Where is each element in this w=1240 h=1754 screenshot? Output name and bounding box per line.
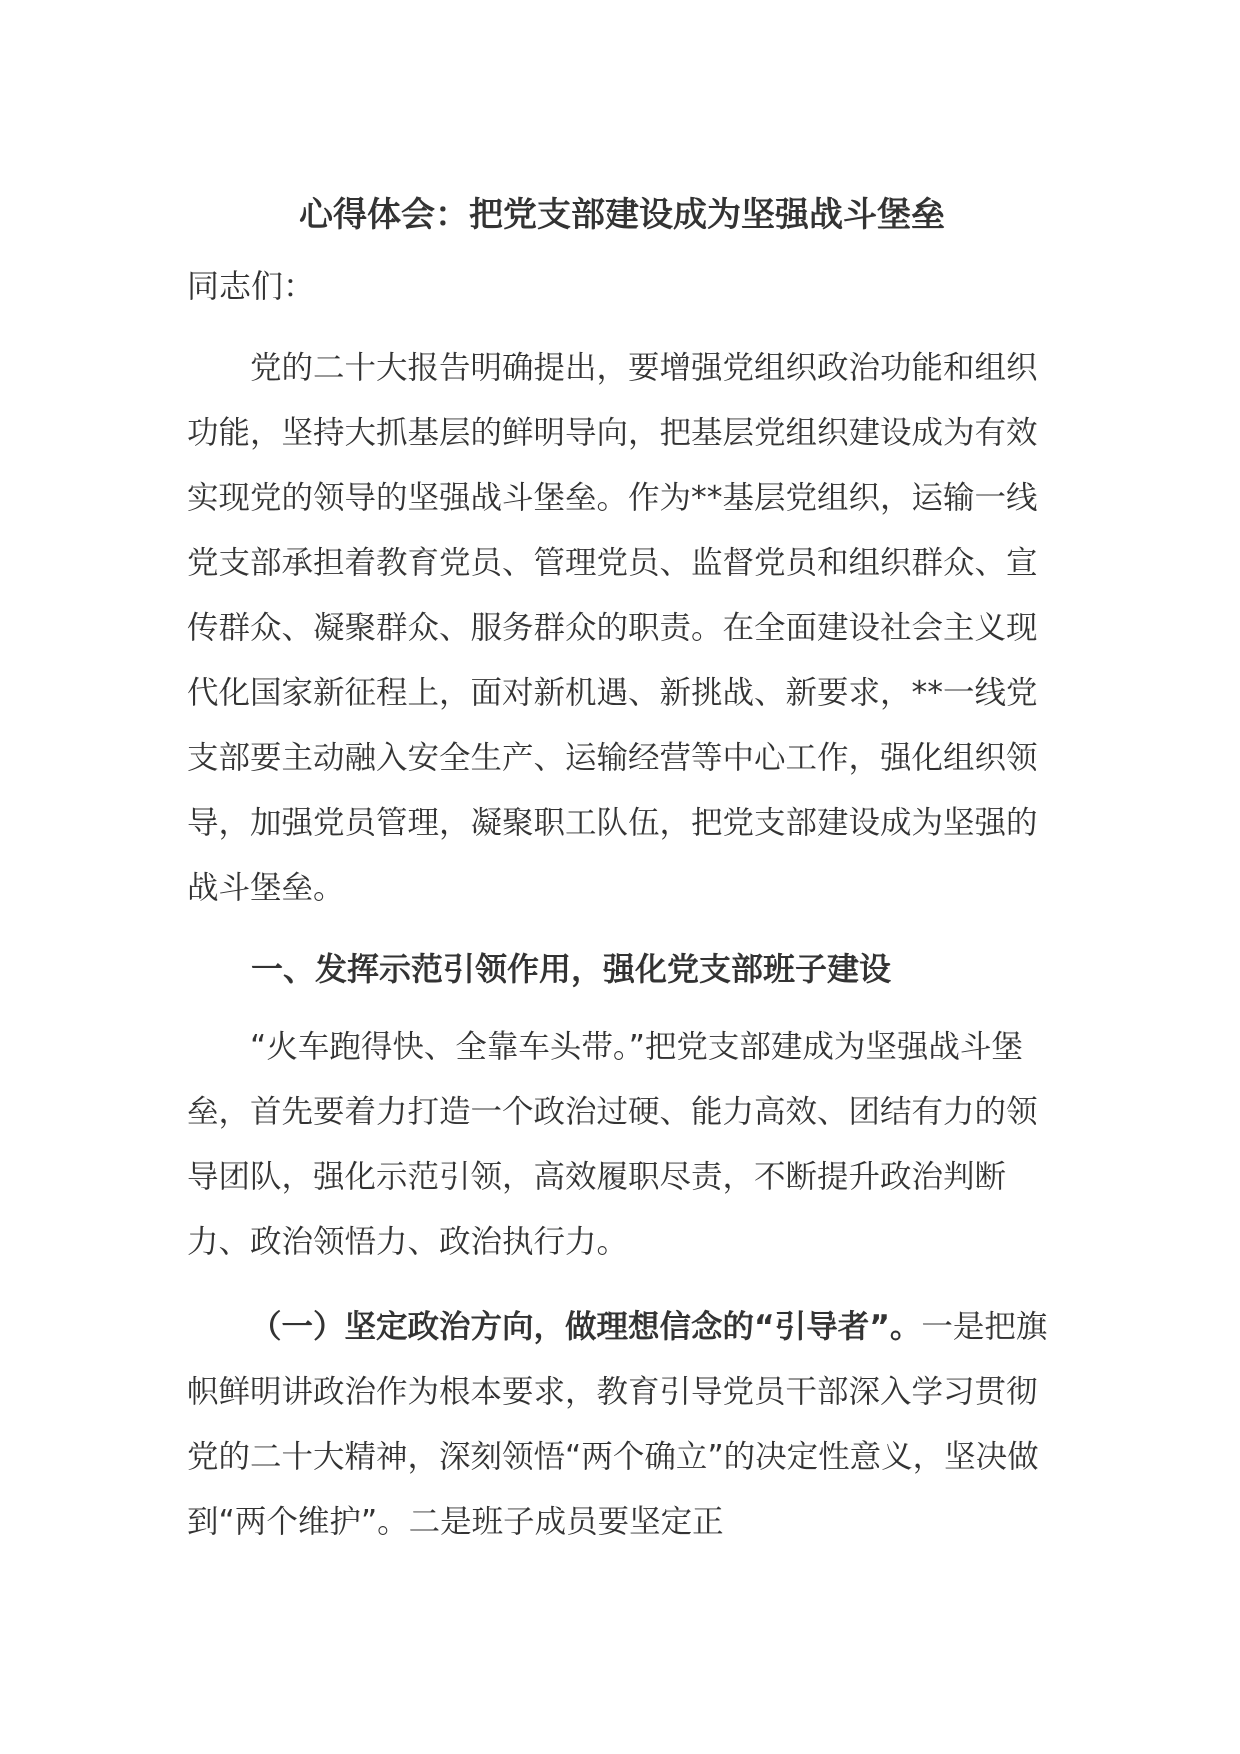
document-title: 心得体会：把党支部建设成为坚强战斗堡垒 — [299, 195, 945, 235]
intro-paragraph: 党的二十大报告明确提出，要增强党组织政治功能和组织功能，坚持大抓基层的鲜明导向，把基层党组织建设成为有效实现党的领导的坚强战斗堡垒。作为**基层党组织，运输一线党支部承担着教育党员、管理党员、监督党员和组织群众、宣传群众、凝聚群众、服务群众的职责。在全面建设社会主义现代化国家新征程上，面对新机遇、新挑战、新要求，**一线党支部要主动融入安全生产、运输经营等中心工作，强化组织领导，加强党员管理，凝聚职工队伍，把党支部建设成为坚强的战斗堡垒。 — [187, 350, 1038, 906]
document-body — [187, 190, 1057, 1555]
section-heading-1: 一、发挥示范引领作用，强化党支部班子建设 — [251, 950, 892, 988]
subsection-1-body: 一是把旗帜鲜明讲政治作为根本要求，教育引导党员干部深入学习贯彻党的二十大精神，深刻领悟“两个确立”的决定性意义，坚决做到“两个维护”。二是班子成员要坚定正 — [187, 1309, 1048, 1540]
subsection-1-heading: （一）坚定政治方向，做理想信念的“引导者”。 — [250, 1309, 922, 1345]
salutation: 同志们： — [187, 267, 316, 305]
section-1-paragraph: “火车跑得快、全靠车头带。”把党支部建成为坚强战斗堡垒，首先要着力打造一个政治过硬、能力高效、团结有力的领导团队，强化示范引领，高效履职尽责，不断提升政治判断力、政治领悟力、政治执行力。 — [187, 1029, 1038, 1260]
subsection-1-paragraph — [187, 1295, 1057, 1555]
